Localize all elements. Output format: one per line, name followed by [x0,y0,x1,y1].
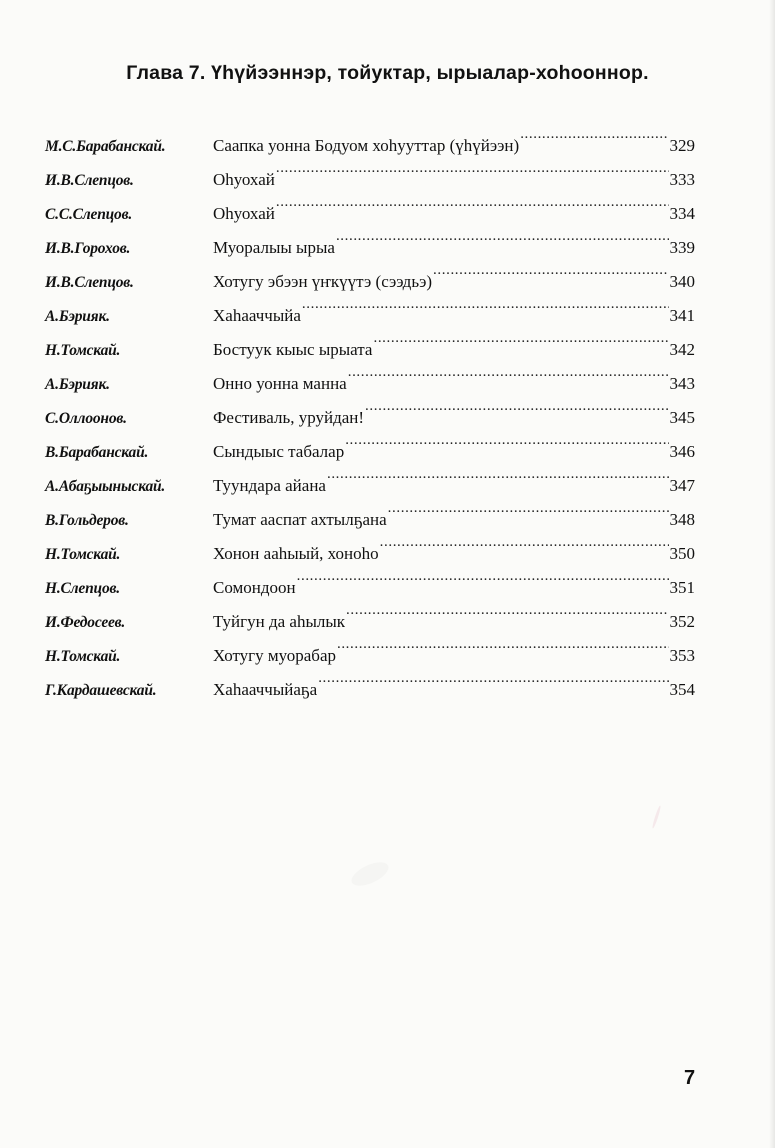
table-of-contents [45,117,695,699]
toc-title: Сомондоон [213,578,296,597]
paper-blemish [651,805,661,829]
toc-entry-line [213,661,695,707]
toc-title: Оһуохай [213,204,275,223]
dot-leader [346,593,668,627]
toc-author: И.В.Слепцов. [45,172,134,189]
toc-page-number: 348 [669,510,695,529]
toc-page-number: 353 [669,646,695,665]
toc-page-number: 350 [669,544,695,563]
toc-page-number: 339 [669,238,695,257]
toc-page-number: 343 [669,374,695,393]
toc-title: Сындыыс табалар [213,442,345,461]
toc-title: Хотугу муорабар [213,646,336,665]
toc-page-number: 340 [669,272,695,291]
toc-author: Н.Слепцов. [45,580,120,597]
dot-leader [380,525,669,559]
toc-page-number: 341 [669,306,695,325]
toc-page-number: 345 [669,408,695,427]
toc-author: Г.Кардашевскай. [45,682,157,699]
toc-page-number: 333 [669,170,695,189]
toc-page-number: 352 [669,612,695,631]
dot-leader [388,491,669,525]
dot-leader [373,321,668,355]
chapter-title: Глава 7. Үһүйээннэр, тойуктар, ырыалар-хоһооннор. [126,62,649,84]
toc-author: С.С.Слепцов. [45,206,132,223]
dot-leader [336,219,669,253]
toc-page-number: 346 [669,442,695,461]
toc-author: И.В.Горохов. [45,240,131,257]
toc-author: Н.Томскай. [45,546,121,563]
toc-title: Саапка уонна Бодуом хоһууттар (үһүйээн) [213,136,520,155]
toc-author: В.Гольдеров. [45,512,129,529]
toc-title: Хонон ааһыый, хоноһо [213,544,379,563]
toc-title: Тумат ааспат ахтылҕана [213,510,387,529]
dot-leader [433,253,668,287]
toc-title: Бостуук кыыс ырыата [213,340,373,359]
toc-title: Хаһааччыйаҕа [213,680,318,699]
dot-leader [348,355,669,389]
toc-author: И.Федосеев. [45,614,126,631]
toc-author: А.Бэрияк. [45,376,110,393]
toc-page-number: 351 [669,578,695,597]
toc-author: Н.Томскай. [45,648,121,665]
toc-author: А.Бэрияк. [45,308,110,325]
dot-leader [520,117,668,151]
toc-page-number: 342 [669,340,695,359]
page-edge-shadow [769,0,775,1148]
toc-title: Фестиваль, уруйдан! [213,408,365,427]
toc-page-number: 354 [669,680,695,699]
toc-author: М.С.Барабанскай. [45,138,166,155]
toc-entry [45,117,695,155]
dot-leader [276,151,669,185]
toc-title: Онно уонна манна [213,374,347,393]
toc-title: Туундара айана [213,476,326,495]
toc-author: С.Оллоонов. [45,410,127,427]
toc-title: Муоралыы ырыа [213,238,335,257]
toc-page-number: 334 [669,204,695,223]
toc-author: И.В.Слепцов. [45,274,134,291]
toc-title: Оһуохай [213,170,275,189]
toc-title: Хотугу эбээн үҥкүүтэ (сээдьэ) [213,272,433,291]
toc-author: Н.Томскай. [45,342,121,359]
dot-leader [276,185,669,219]
dot-leader [365,389,668,423]
toc-author: В.Барабанскай. [45,444,149,461]
dot-leader [327,457,669,491]
toc-page-number: 329 [669,136,695,155]
dot-leader [297,559,669,593]
paper-blemish [348,857,392,890]
dot-leader [345,423,668,457]
dot-leader [302,287,669,321]
dot-leader [318,661,668,695]
page-number: 7 [684,1067,696,1089]
toc-title: Туйгун да аһылык [213,612,346,631]
toc-author: А.Абаҕыыныскай. [45,478,166,495]
dot-leader [337,627,669,661]
toc-page-number: 347 [669,476,695,495]
toc-title: Хаһааччыйа [213,306,301,325]
